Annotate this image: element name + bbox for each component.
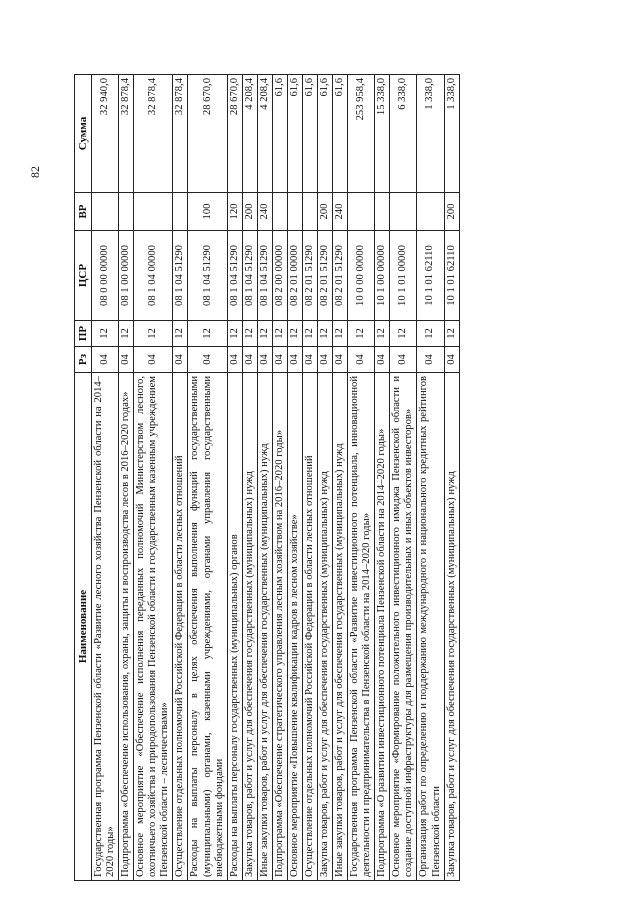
- cell-vr: [119, 193, 134, 231]
- cell-vr: [272, 193, 287, 231]
- budget-table: [74, 74, 460, 881]
- cell-rz: 04: [333, 347, 348, 373]
- table-row: [134, 75, 173, 881]
- cell-sum: 32 878,4: [134, 75, 173, 193]
- cell-csr: 08 1 04 51290: [257, 231, 272, 321]
- cell-pr: 12: [134, 321, 173, 347]
- cell-rz: 04: [242, 347, 257, 373]
- table-row: [272, 75, 287, 881]
- header-name: Наименование: [75, 373, 92, 881]
- cell-rz: 04: [375, 347, 390, 373]
- cell-vr: [287, 193, 302, 231]
- cell-name: Расходы на выплаты персоналу государственных (муниципальных) органов: [227, 373, 242, 881]
- cell-name: Иные закупки товаров, работ и услуг для обеспечения государственных (муниципальных) нужд: [333, 373, 348, 881]
- cell-rz: 04: [257, 347, 272, 373]
- table-row: [417, 75, 444, 881]
- cell-name: Подпрограмма «Обеспечение использования, охраны, защиты и воспроизводства лесов в 2016–2020 годах»: [119, 373, 134, 881]
- cell-pr: 12: [242, 321, 257, 347]
- table-row: [375, 75, 390, 881]
- table-row: [318, 75, 333, 881]
- rotated-table-wrapper: [74, 75, 618, 881]
- cell-name: Закупка товаров, работ и услуг для обеспечения государственных (муниципальных) нужд: [242, 373, 257, 881]
- cell-csr: 08 2 01 51290: [302, 231, 317, 321]
- header-csr: ЦСР: [75, 231, 92, 321]
- cell-name: Государственная программа Пензенской области «Развитие лесного хозяйства Пензенской области на 2014–2020 годы»: [92, 373, 119, 881]
- cell-vr: [375, 193, 390, 231]
- cell-name: Основное мероприятие «Обеспечение исполнения переданных полномочий Министерством лесного, охотничьего хозяйства и природопользования Пензенской области и государственным казенным учреждением Пензенской области – лесничествами»: [134, 373, 173, 881]
- cell-pr: 12: [119, 321, 134, 347]
- cell-pr: 12: [92, 321, 119, 347]
- cell-sum: 61,6: [287, 75, 302, 193]
- table-body: [92, 75, 460, 881]
- cell-pr: 12: [348, 321, 375, 347]
- cell-name: Расходы на выплаты персоналу в целях обеспечения выполнения функций государственными (муниципальными) органами, казенными учреждениями, органами управления государственными внебюджетными фондами: [188, 373, 227, 881]
- cell-rz: 04: [390, 347, 417, 373]
- cell-rz: 04: [173, 347, 188, 373]
- cell-pr: 12: [272, 321, 287, 347]
- cell-rz: 04: [188, 347, 227, 373]
- cell-name: Основное мероприятие «Повышение квалификации кадров в лесном хозяйстве»: [287, 373, 302, 881]
- cell-sum: 28 670,0: [227, 75, 242, 193]
- table-header-row: [75, 75, 92, 881]
- cell-pr: 12: [390, 321, 417, 347]
- cell-pr: 12: [257, 321, 272, 347]
- cell-vr: [390, 193, 417, 231]
- cell-csr: 08 1 04 51290: [173, 231, 188, 321]
- table-row: [188, 75, 227, 881]
- cell-pr: 12: [188, 321, 227, 347]
- cell-rz: 04: [134, 347, 173, 373]
- cell-name: Основное мероприятие «Формирование положительного инвестиционного имиджа Пензенской области и создание доступной инфраструктуры для размещения производительных и иных объектов инвесторов»: [390, 373, 417, 881]
- table-row: [92, 75, 119, 881]
- cell-sum: 4 208,4: [242, 75, 257, 193]
- cell-vr: [173, 193, 188, 231]
- cell-csr: 10 1 01 62110: [444, 231, 459, 321]
- table-row: [227, 75, 242, 881]
- cell-pr: 12: [302, 321, 317, 347]
- header-pr: ПР: [75, 321, 92, 347]
- cell-name: Подпрограмма «Обеспечение стратегического управления лесным хозяйством на 2016–2020 годы»: [272, 373, 287, 881]
- cell-pr: 12: [417, 321, 444, 347]
- cell-sum: 32 878,4: [119, 75, 134, 193]
- cell-sum: 1 338,0: [444, 75, 459, 193]
- table-row: [287, 75, 302, 881]
- cell-csr: 10 1 01 00000: [390, 231, 417, 321]
- cell-sum: 32 940,0: [92, 75, 119, 193]
- table-row: [390, 75, 417, 881]
- cell-sum: 28 670,0: [188, 75, 227, 193]
- cell-vr: 100: [188, 193, 227, 231]
- cell-csr: 08 0 00 00000: [92, 231, 119, 321]
- table-row: [333, 75, 348, 881]
- cell-sum: 4 208,4: [257, 75, 272, 193]
- cell-csr: 10 0 00 00000: [348, 231, 375, 321]
- cell-sum: 61,6: [333, 75, 348, 193]
- cell-rz: 04: [272, 347, 287, 373]
- cell-sum: 61,6: [272, 75, 287, 193]
- cell-csr: 08 1 04 00000: [134, 231, 173, 321]
- cell-csr: 08 2 00 00000: [272, 231, 287, 321]
- cell-pr: 12: [375, 321, 390, 347]
- cell-csr: 08 2 01 51290: [318, 231, 333, 321]
- cell-pr: 12: [227, 321, 242, 347]
- cell-pr: 12: [173, 321, 188, 347]
- table-row: [348, 75, 375, 881]
- cell-name: Государственная программа Пензенской области «Развитие инвестиционного потенциала, инновационной деятельности и предпринимательства в Пензенской области на 2014–2020 годы»: [348, 373, 375, 881]
- cell-name: Иные закупки товаров, работ и услуг для обеспечения государственных (муниципальных) нужд: [257, 373, 272, 881]
- table-row: [444, 75, 459, 881]
- cell-rz: 04: [227, 347, 242, 373]
- page-number: 82: [28, 166, 42, 178]
- cell-sum: 15 338,0: [375, 75, 390, 193]
- cell-sum: 32 878,4: [173, 75, 188, 193]
- cell-vr: 120: [227, 193, 242, 231]
- table-row: [173, 75, 188, 881]
- cell-sum: 1 338,0: [417, 75, 444, 193]
- cell-rz: 04: [92, 347, 119, 373]
- cell-csr: 08 1 00 00000: [119, 231, 134, 321]
- cell-sum: 253 958,4: [348, 75, 375, 193]
- cell-csr: 10 1 00 00000: [375, 231, 390, 321]
- cell-sum: 61,6: [318, 75, 333, 193]
- table-row: [119, 75, 134, 881]
- cell-pr: 12: [444, 321, 459, 347]
- cell-sum: 61,6: [302, 75, 317, 193]
- cell-csr: 08 1 04 51290: [242, 231, 257, 321]
- cell-rz: 04: [417, 347, 444, 373]
- cell-vr: 200: [318, 193, 333, 231]
- cell-name: Закупка товаров, работ и услуг для обеспечения государственных (муниципальных) нужд: [318, 373, 333, 881]
- cell-sum: 6 338,0: [390, 75, 417, 193]
- cell-vr: 200: [444, 193, 459, 231]
- table-row: [302, 75, 317, 881]
- cell-vr: 240: [257, 193, 272, 231]
- cell-name: Закупка товаров, работ и услуг для обеспечения государственных (муниципальных) нужд: [444, 373, 459, 881]
- header-sum: Сумма: [75, 75, 92, 193]
- cell-rz: 04: [318, 347, 333, 373]
- cell-csr: 08 2 01 00000: [287, 231, 302, 321]
- cell-rz: 04: [444, 347, 459, 373]
- cell-csr: 10 1 01 62110: [417, 231, 444, 321]
- cell-vr: 200: [242, 193, 257, 231]
- cell-name: Организация работ по определению и поддержанию международного и национального кредитных рейтингов Пензенской области: [417, 373, 444, 881]
- cell-rz: 04: [348, 347, 375, 373]
- cell-name: Осуществление отдельных полномочий Российской Федерации в области лесных отношений: [173, 373, 188, 881]
- cell-rz: 04: [119, 347, 134, 373]
- cell-vr: [302, 193, 317, 231]
- cell-csr: 08 1 04 51290: [227, 231, 242, 321]
- cell-pr: 12: [287, 321, 302, 347]
- cell-vr: [417, 193, 444, 231]
- cell-name: Подпрограмма «О развитии инвестиционного потенциала Пензенской области на 2014–2020 годы»: [375, 373, 390, 881]
- cell-pr: 12: [318, 321, 333, 347]
- cell-vr: [348, 193, 375, 231]
- header-rz: Рз: [75, 347, 92, 373]
- cell-rz: 04: [287, 347, 302, 373]
- cell-vr: [134, 193, 173, 231]
- cell-vr: [92, 193, 119, 231]
- header-vr: ВР: [75, 193, 92, 231]
- cell-csr: 08 1 04 51290: [188, 231, 227, 321]
- cell-csr: 08 2 01 51290: [333, 231, 348, 321]
- cell-rz: 04: [302, 347, 317, 373]
- table-row: [242, 75, 257, 881]
- cell-vr: 240: [333, 193, 348, 231]
- table-row: [257, 75, 272, 881]
- cell-name: Осуществление отдельных полномочий Российской Федерации в области лесных отношений: [302, 373, 317, 881]
- cell-pr: 12: [333, 321, 348, 347]
